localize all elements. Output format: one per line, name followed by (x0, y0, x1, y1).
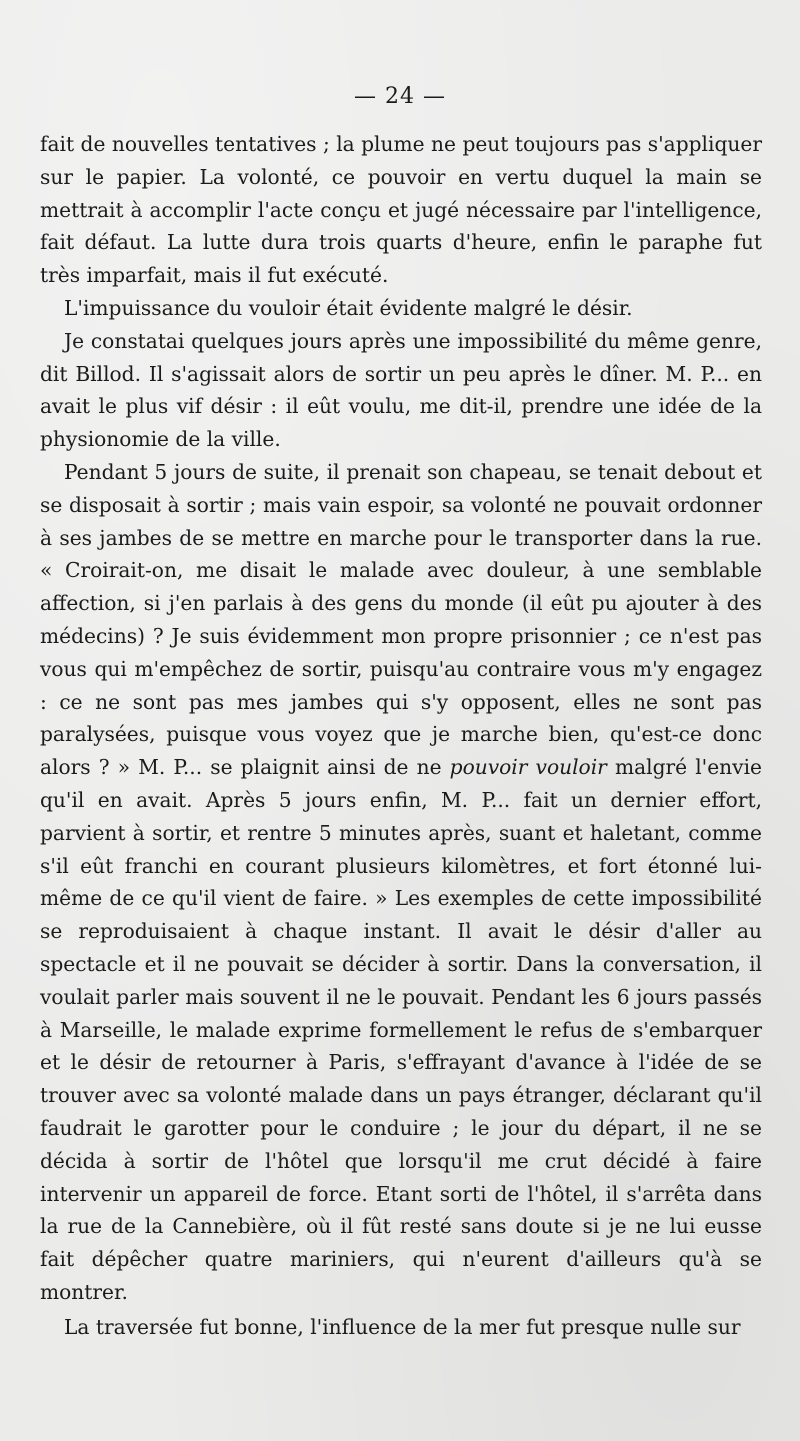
paragraph-3: Je constatai quelques jours après une impossibilité du même genre, dit Billod. Il s'agissait alors de sortir un peu après le dîner. M. P... en avait le plus vif désir : il eût voulu, me dit-il, prendre une idée de la physionomie de la ville. (40, 328, 762, 452)
page-number: — 24 — (354, 84, 446, 109)
body-text (40, 128, 762, 1343)
paragraph-4 (40, 456, 762, 1309)
paragraph-1: fait de nouvelles tentatives ; la plume ne peut toujours pas s'appliquer sur le papier. La volonté, ce pouvoir en vertu duquel la main se mettrait à accomplir l'acte conçu et jugé nécessaire par l'intelligence, fait défaut. La lutte dura trois quarts d'heure, enfin le paraphe fut très imparfait, mais il fut exécuté. (40, 132, 762, 288)
paragraph-4-after: malgré l'envie qu'il en avait. Après 5 jours enfin, M. P... fait un dernier effort, parvient à sortir, et rentre 5 minutes après, suant et haletant, comme s'il eût franchi en courant plusieurs kilomètres, et fort étonné lui-même de ce qu'il vient de faire. » Les exemples de cette impossibilité se reproduisaient à chaque instant. Il avait le désir d'aller au spectacle et il ne pouvait se décider à sortir. Dans la conversation, il voulait parler mais souvent il ne le pouvait. Pendant les 6 jours passés à Marseille, le malade exprime formellement le refus de s'embarquer et le désir de retourner à Paris, s'effrayant d'avance à l'idée de se trouver avec sa volonté malade dans un pays étranger, déclarant qu'il faudrait le garotter pour le conduire ; le jour du départ, il ne se décida à sortir de l'hôtel que lorsqu'il me crut décidé à faire intervenir un appareil de force. Etant sorti de l'hôtel, il s'arrêta dans la rue de la Cannebière, où il fût resté sans doute si je ne lui eusse fait dépêcher quatre mariniers, qui n'eurent d'ailleurs qu'à se montrer. (40, 755, 762, 1304)
italic-phrase: pouvoir vouloir (449, 755, 607, 780)
paragraph-5: La traversée fut bonne, l'influence de la mer fut presque nulle sur (64, 1314, 741, 1339)
paragraph-4-before: Pendant 5 jours de suite, il prenait son chapeau, se tenait debout et se disposait à sortir ; mais vain espoir, sa volonté ne pouvait ordonner à ses jambes de se mettre en marche pour le transporter dans la rue. « Croirait-on, me disait le malade avec douleur, à une semblable affection, si j'en parlais à des gens du monde (il eût pu ajouter à des médecins) ? Je suis évidemment mon propre prisonnier ; ce n'est pas vous qui m'empêchez de sortir, puisqu'au contraire vous m'y engagez : ce ne sont pas mes jambes qui s'y opposent, elles ne sont pas paralysées, puisque vous voyez que je marche bien, qu'est-ce donc alors ? » M. P... se plaignit ainsi de ne (40, 459, 762, 780)
paragraph-2: L'impuissance du vouloir était évidente malgré le désir. (64, 295, 633, 320)
